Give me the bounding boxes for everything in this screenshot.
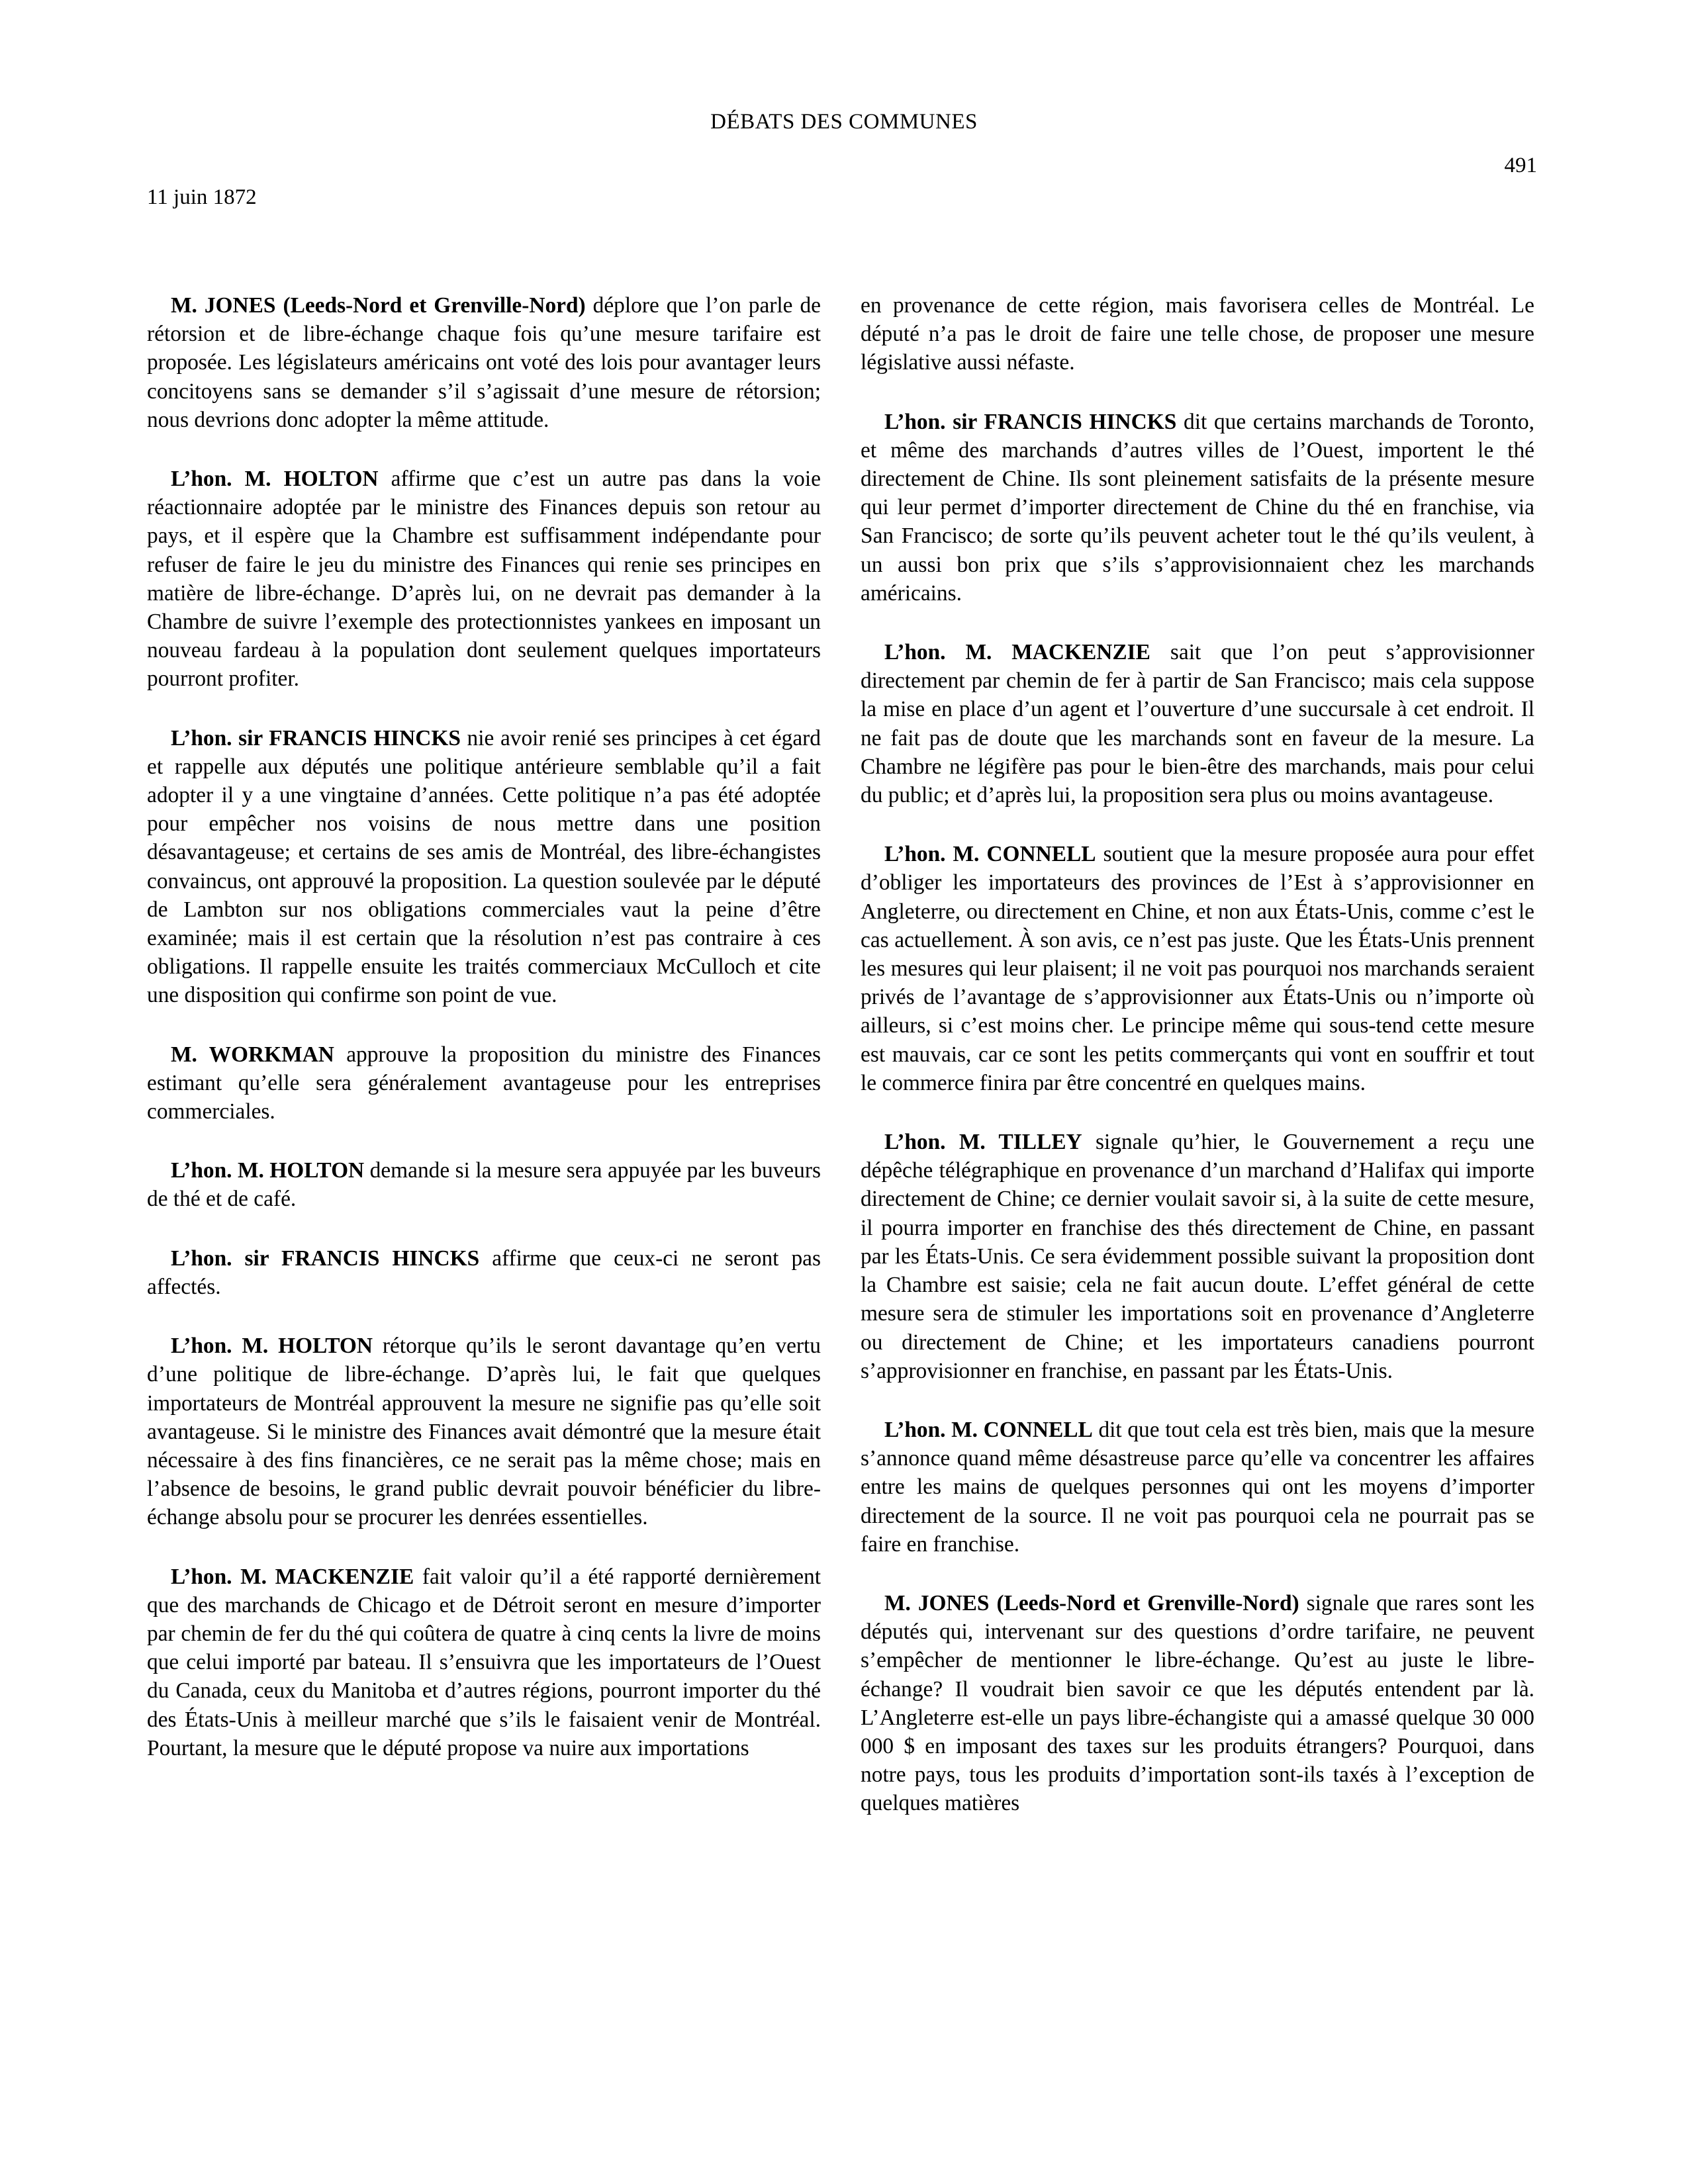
speaker-name: M. JONES (Leeds-Nord et Grenville-Nord): [884, 1590, 1299, 1615]
speech-text: dit que certains marchands de Toronto, et même des marchands d’autres villes de l’Ouest, importent le thé directement de Chine. Ils sont pleinement satisfaits de la présente mesure qui leur permet d’importer directement de Chine du thé en franchise, via San Francisco; de sorte qu’ils peuvent acheter tout le thé qu’ils veulent, à un aussi bon prix que s’ils s’approvisionnaient chez les marchands américains.: [861, 409, 1534, 606]
speaker-name: L’hon. M. HOLTON: [171, 1334, 373, 1359]
speech-text: signale que rares sont les députés qui, intervenant sur des questions d’ordre tarifaire, ne peuvent s’empêcher de mentionner le libre-échange. Qu’est au juste le libre-échange? Il voudrait bien savoir ce que les députés entendent par là. L’Angleterre est-elle un pays libre-échangiste qui a amassé quelque 30 000 000 $ en imposant des taxes sur les produits étrangers? Pourquoi, dans notre pays, tous les produits d’importation sont-ils taxés à l’exception de quelques matières: [861, 1590, 1534, 1816]
paragraph: [861, 1416, 1534, 1559]
running-head: DÉBATS DES COMMUNES: [710, 110, 978, 134]
speech-text: demande si la mesure sera appuyée par les buveurs de thé et de café.: [147, 1158, 821, 1212]
speech-text: rétorque qu’ils le seront davantage qu’en vertu d’une politique de libre-échange. D’après lui, le fait que quelques importateurs de Montréal approuvent la mesure ne signifie pas qu’elle soit avantageuse. Si le ministre des Finances avait démontré que la mesure était nécessaire à des fins financières, ce ne serait pas la même chose; mais en l’absence de besoins, le grand public devrait pouvoir bénéficier du libre-échange absolu pour se procurer les denrées essentielles.: [147, 1334, 821, 1530]
speech-text: affirme que ceux-ci ne seront pas affectés.: [147, 1246, 821, 1299]
paragraph: [147, 1563, 821, 1762]
paragraph: [147, 465, 821, 694]
paragraph: [861, 638, 1534, 809]
speech-text: en provenance de cette région, mais favorisera celles de Montréal. Le député n’a pas le droit de faire une telle chose, de proposer une mesure législative aussi néfaste.: [861, 293, 1534, 375]
speech-text: approuve la proposition du ministre des Finances estimant qu’elle sera généralement avantageuse pour les entreprises commerciales.: [147, 1042, 821, 1124]
speaker-name: L’hon. sir FRANCIS HINCKS: [171, 725, 461, 751]
right-column: [861, 291, 1534, 1848]
speech-text: affirme que c’est un autre pas dans la voie réactionnaire adoptée par le ministre des Finances depuis son retour au pays, et il espère que la Chambre est suffisamment indépendante pour refuser de faire le jeu du ministre des Finances qui renie ses principes en matière de libre-échange. D’après lui, on ne devrait pas demander à la Chambre de suivre l’exemple des protectionnistes yankees en imposant un nouveau fardeau à la population dont seulement quelques importateurs pourront profiter.: [147, 467, 821, 692]
paragraph: [147, 291, 821, 434]
speaker-name: L’hon. M. HOLTON: [171, 1158, 365, 1183]
speech-text: dit que tout cela est très bien, mais que la mesure s’annonce quand même désastreuse parce qu’elle va concentrer les affaires entre les mains de quelques personnes qui ont les moyens d’importer directement de la source. Il ne voit pas pourquoi cela ne pourrait pas se faire en franchise.: [861, 1417, 1534, 1557]
paragraph: [147, 1244, 821, 1301]
paragraph: [147, 1332, 821, 1531]
speech-text: nie avoir renié ses principes à cet égard et rappelle aux députés une politique antérieure semblable qu’il a fait adopter il y a une vingtaine d’années. Cette politique n’a pas été adoptée pour empêcher nos voisins de nous mettre dans une position désavantageuse; et certains de ses amis de Montréal, des libre-échangistes convaincus, ont approuvé la proposition. La question soulevée par le député de Lambton sur nos obligations commerciales vaut la peine d’être examinée; mais il est certain que la résolution n’est pas contraire à ces obligations. Il rappelle ensuite les traités commerciaux McCulloch et cite une disposition qui confirme son point de vue.: [147, 725, 821, 1008]
paragraph: [861, 840, 1534, 1097]
speaker-name: L’hon. M. TILLEY: [884, 1130, 1082, 1155]
speaker-name: L’hon. M. CONNELL: [884, 1417, 1093, 1442]
speaker-name: L’hon. sir FRANCIS HINCKS: [884, 409, 1177, 434]
speaker-name: M. JONES (Leeds-Nord et Grenville-Nord): [171, 293, 586, 318]
paragraph: [147, 1156, 821, 1213]
speaker-name: L’hon. M. HOLTON: [171, 467, 379, 492]
speaker-name: M. WORKMAN: [171, 1042, 334, 1067]
speaker-name: L’hon. sir FRANCIS HINCKS: [171, 1246, 480, 1271]
speech-text: signale qu’hier, le Gouvernement a reçu une dépêche télégraphique en provenance d’un marchand d’Halifax qui importe directement de Chine; ce dernier voulait savoir si, à la suite de cette mesure, il pourra importer en franchise des thés directement de Chine, en passant par les États-Unis. Ce sera évidemment possible suivant la proposition dont la Chambre est saisie; cela ne fait aucun doute. L’effet général de cette mesure sera de stimuler les importations soit en provenance d’Angleterre ou directement de Chine; et les importateurs canadiens pourront s’approvisionner en franchise, en passant par les États-Unis.: [861, 1130, 1534, 1383]
page-number: 491: [1504, 154, 1537, 177]
speaker-name: L’hon. M. MACKENZIE: [171, 1564, 414, 1589]
speech-text: déplore que l’on parle de rétorsion et de libre-échange chaque fois qu’une mesure tarifaire est proposée. Les législateurs américains ont voté des lois pour avantager leurs concitoyens sans se demander s’il s’agissait d’une mesure de rétorsion; nous devrions donc adopter la même attitude.: [147, 293, 821, 432]
speech-text: fait valoir qu’il a été rapporté dernièrement que des marchands de Chicago et de Détroit seront en mesure d’importer par chemin de fer du thé qui coûtera de quatre à cinq cents la livre de moins que celui importé par bateau. Il s’ensuivra que les importateurs de l’Ouest du Canada, ceux du Manitoba et d’autres régions, pourront importer du thé des États-Unis à meilleur marché que s’ils le faisaient venir de Montréal. Pourtant, la mesure que le député propose va nuire aux importations: [147, 1564, 821, 1760]
speaker-name: L’hon. M. CONNELL: [884, 842, 1096, 867]
paragraph: [861, 1128, 1534, 1385]
speaker-name: L’hon. M. MACKENZIE: [884, 640, 1150, 665]
page-date: 11 juin 1872: [147, 185, 257, 209]
paragraph: [861, 408, 1534, 608]
paragraph: [147, 1040, 821, 1126]
paragraph: [147, 724, 821, 1010]
left-column: [147, 291, 821, 1793]
paragraph-continuation: [861, 291, 1534, 377]
speech-text: sait que l’on peut s’approvisionner directement par chemin de fer à partir de San Francisco; mais cela suppose la mise en place d’un agent et l’ouverture d’une succursale à cet endroit. Il ne fait pas de doute que les marchands sont en faveur de la mesure. La Chambre ne légifère pas pour le bien-être des marchands, mais pour celui du public; et d’après lui, la proposition sera plus ou moins avantageuse.: [861, 640, 1534, 808]
paragraph: [861, 1589, 1534, 1818]
speech-text: soutient que la mesure proposée aura pour effet d’obliger les importateurs des provinces de l’Est à s’approvisionner en Angleterre, ou directement en Chine, et non aux États-Unis, comme c’est le cas actuellement. À son avis, ce n’est pas juste. Que les États-Unis prennent les mesures qui leur plaisent; il ne voit pas pourquoi nos marchands seraient privés de l’avantage de s’approvisionner aux États-Unis ou n’importe où ailleurs, si c’est moins cher. Le principe même qui sous-tend cette mesure est mauvais, car ce sont les petits commerçants qui vont en souffrir et tout le commerce finira par être concentré en quelques mains.: [861, 842, 1534, 1095]
